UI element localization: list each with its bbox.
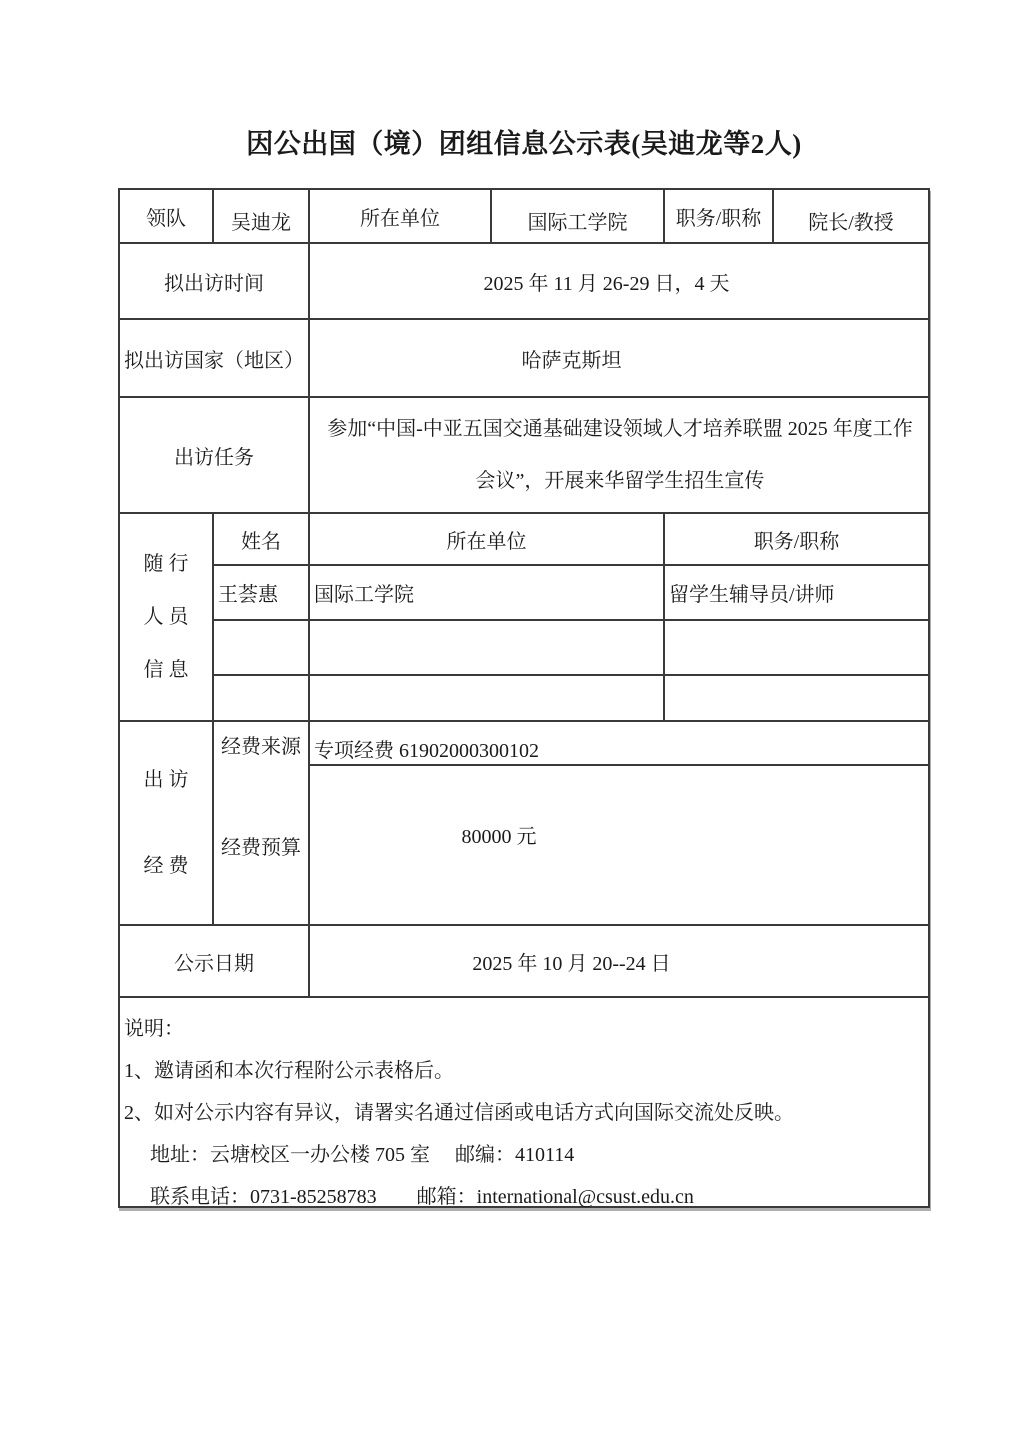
page-title: 因公出国（境）团组信息公示表(吴迪龙等2人) bbox=[246, 129, 802, 159]
country-value: 哈萨克斯坦 bbox=[310, 320, 928, 398]
companion-name bbox=[214, 621, 310, 676]
mission-line-1: 参加“中国-中亚五国交通基础建设领域人才培养联盟 2025 年度工作 bbox=[327, 418, 913, 440]
leader-label: 领队 bbox=[120, 190, 214, 244]
companion-name: 王荟惠 bbox=[214, 566, 310, 621]
companion-post: 留学生辅导员/讲师 bbox=[665, 566, 928, 621]
companion-name bbox=[214, 676, 310, 722]
mission-row bbox=[120, 398, 928, 514]
mission-line-2: 会议”，开展来华留学生招生宣传 bbox=[475, 470, 765, 492]
funding-budget-row bbox=[214, 766, 928, 926]
time-label: 拟出访时间 bbox=[120, 244, 310, 320]
companion-row bbox=[214, 676, 928, 722]
funding-source-value: 专项经费 61902000300102 bbox=[310, 722, 928, 766]
publicity-value: 2025 年 10 月 20--24 日 bbox=[310, 926, 928, 998]
companions-subtable bbox=[214, 514, 928, 722]
companion-row bbox=[214, 566, 928, 621]
companion-unit bbox=[310, 676, 665, 722]
companions-label: 随 行 人 员 信 息 bbox=[120, 514, 214, 722]
country-label: 拟出访国家（地区） bbox=[120, 320, 310, 398]
companion-unit-header: 所在单位 bbox=[310, 514, 665, 566]
leader-unit-label: 所在单位 bbox=[310, 190, 492, 244]
country-row bbox=[120, 320, 928, 398]
notes-block bbox=[120, 998, 928, 1218]
funding-budget-value: 80000 元 bbox=[310, 766, 928, 926]
notes-item: 2、如对公示内容有异议，请署实名通过信函或电话方式向国际交流处反映。 bbox=[124, 1102, 794, 1124]
time-row bbox=[120, 244, 928, 320]
funding-subtable bbox=[214, 722, 928, 926]
leader-post: 院长/教授 bbox=[774, 190, 928, 244]
companion-post-header: 职务/职称 bbox=[665, 514, 928, 566]
notes-address-line: 地址：云塘校区一办公楼 705 室 邮编：410114 bbox=[150, 1144, 575, 1166]
notes-contact-line: 联系电话：0731-85258783 邮箱：international@csust.edu.cn bbox=[150, 1186, 694, 1208]
mission-label: 出访任务 bbox=[120, 398, 310, 514]
publicity-row bbox=[120, 926, 928, 998]
notice-form-table bbox=[118, 188, 930, 1208]
funding-budget-label: 经费预算 bbox=[214, 766, 310, 926]
leader-post-label: 职务/职称 bbox=[665, 190, 774, 244]
leader-unit: 国际工学院 bbox=[492, 190, 665, 244]
notes-item: 1、邀请函和本次行程附公示表格后。 bbox=[124, 1060, 454, 1082]
publicity-label: 公示日期 bbox=[120, 926, 310, 998]
notes-heading: 说明： bbox=[124, 1018, 184, 1040]
time-value: 2025 年 11 月 26-29 日，4 天 bbox=[310, 244, 928, 320]
funding-source-row bbox=[214, 722, 928, 766]
companion-unit bbox=[310, 621, 665, 676]
leader-name: 吴迪龙 bbox=[214, 190, 310, 244]
mission-value bbox=[310, 398, 928, 514]
companion-post bbox=[665, 676, 928, 722]
funding-label: 出 访 经 费 bbox=[120, 722, 214, 926]
companion-unit: 国际工学院 bbox=[310, 566, 665, 621]
companions-section bbox=[120, 514, 928, 722]
companion-name-header: 姓名 bbox=[214, 514, 310, 566]
funding-section bbox=[120, 722, 928, 926]
funding-source-label: 经费来源 bbox=[214, 722, 310, 766]
companion-post bbox=[665, 621, 928, 676]
notes-row bbox=[120, 998, 928, 1218]
companions-header-row bbox=[214, 514, 928, 566]
leader-row bbox=[120, 190, 928, 244]
companion-row bbox=[214, 621, 928, 676]
